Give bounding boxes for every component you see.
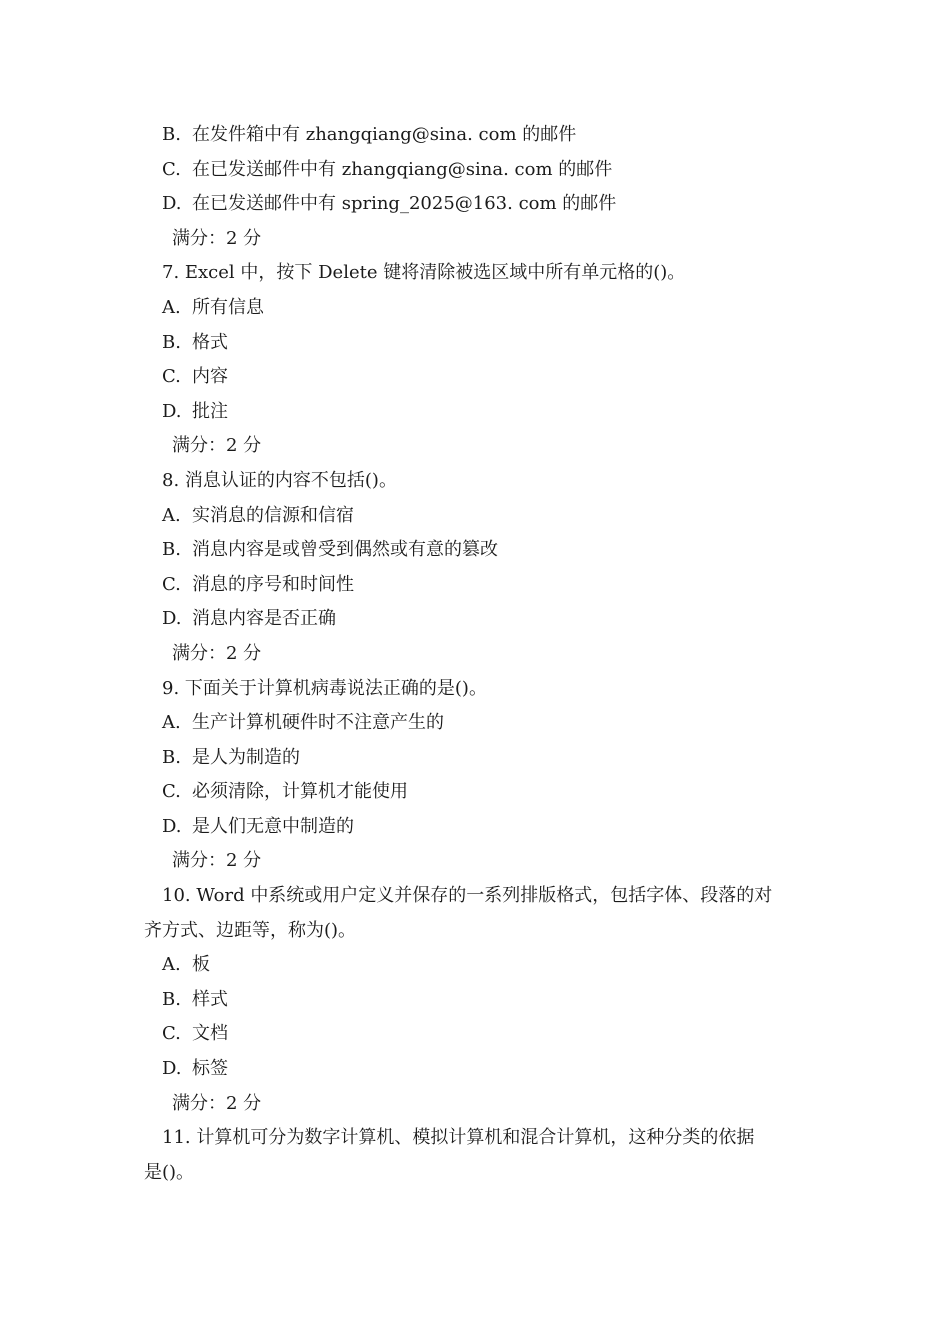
option-label: D. [162, 193, 182, 215]
option-c [0, 568, 950, 603]
option-text: 消息内容是或曾受到偶然或有意的篡改 [192, 539, 498, 561]
option-label: C. [162, 573, 181, 595]
option-label: C. [162, 1023, 181, 1045]
score-line: 满分：2 分 [172, 1092, 262, 1114]
option-text: 板 [192, 954, 210, 976]
question-10-line-2: 齐方式、边距等，称为()。 [144, 919, 357, 941]
option-label: D. [162, 400, 182, 422]
option-text: 实消息的信源和信宿 [192, 504, 354, 526]
option-a [0, 291, 950, 326]
option-text: 标签 [192, 1058, 228, 1080]
question-10-line-1: 10. Word 中系统或用户定义并保存的一系列排版格式，包括字体、段落的对 [162, 885, 773, 907]
option-b [0, 533, 950, 568]
option-b [0, 326, 950, 361]
option-c [0, 775, 950, 810]
option-label: B. [162, 124, 181, 145]
option-label: A. [162, 504, 181, 526]
option-label: D. [162, 608, 182, 630]
document-page [0, 118, 950, 1190]
question-11-line-1: 11. 计算机可分为数字计算机、模拟计算机和混合计算机，这种分类的依据 [162, 1127, 755, 1149]
option-label: D. [162, 815, 182, 837]
option-label: B. [162, 539, 181, 561]
option-b [0, 741, 950, 776]
option-label: B. [162, 988, 181, 1010]
option-label: C. [162, 158, 181, 180]
option-d [0, 602, 950, 637]
option-d [0, 395, 950, 430]
option-text: 在已发送邮件中有 zhangqiang@sina. com 的邮件 [192, 158, 613, 180]
option-text: 批注 [192, 400, 228, 422]
option-label: A. [162, 712, 181, 734]
score-line: 满分：2 分 [172, 642, 262, 664]
option-c [0, 360, 950, 395]
option-text: 消息的序号和时间性 [192, 573, 354, 595]
option-label: B. [162, 331, 181, 353]
option-c [0, 1017, 950, 1052]
option-label: A. [162, 954, 181, 976]
option-text: 内容 [192, 366, 228, 388]
option-text: 在已发送邮件中有 spring_2025@163. com 的邮件 [192, 193, 617, 215]
option-text: 文档 [192, 1023, 228, 1045]
option-label: C. [162, 781, 181, 803]
option-b [0, 983, 950, 1018]
option-text: 消息内容是否正确 [192, 608, 336, 630]
score-line: 满分：2 分 [172, 435, 262, 457]
option-c [0, 153, 950, 188]
option-d [0, 1052, 950, 1087]
question-7: 7. Excel 中，按下 Delete 键将清除被选区域中所有单元格的()。 [162, 262, 686, 284]
option-text: 生产计算机硬件时不注意产生的 [192, 712, 444, 734]
option-text: 是人为制造的 [192, 746, 300, 768]
option-a [0, 499, 950, 534]
score-line: 满分：2 分 [172, 850, 262, 872]
score-line: 满分：2 分 [172, 227, 262, 249]
option-text: 格式 [192, 331, 228, 353]
option-d [0, 810, 950, 845]
question-8: 8. 消息认证的内容不包括()。 [162, 469, 397, 491]
option-label: A. [162, 296, 181, 318]
option-a [0, 948, 950, 983]
option-text: 在发件箱中有 zhangqiang@sina. com 的邮件 [192, 124, 577, 145]
option-text: 是人们无意中制造的 [192, 815, 354, 837]
option-d [0, 187, 950, 222]
option-label: C. [162, 366, 181, 388]
option-a [0, 706, 950, 741]
option-label: D. [162, 1058, 182, 1080]
question-9: 9. 下面关于计算机病毒说法正确的是()。 [162, 677, 487, 699]
option-text: 样式 [192, 988, 228, 1010]
option-text: 必须清除，计算机才能使用 [192, 781, 408, 803]
option-b [0, 118, 950, 153]
option-text: 所有信息 [192, 296, 264, 318]
option-label: B. [162, 746, 181, 768]
question-11-line-2: 是()。 [144, 1161, 195, 1183]
